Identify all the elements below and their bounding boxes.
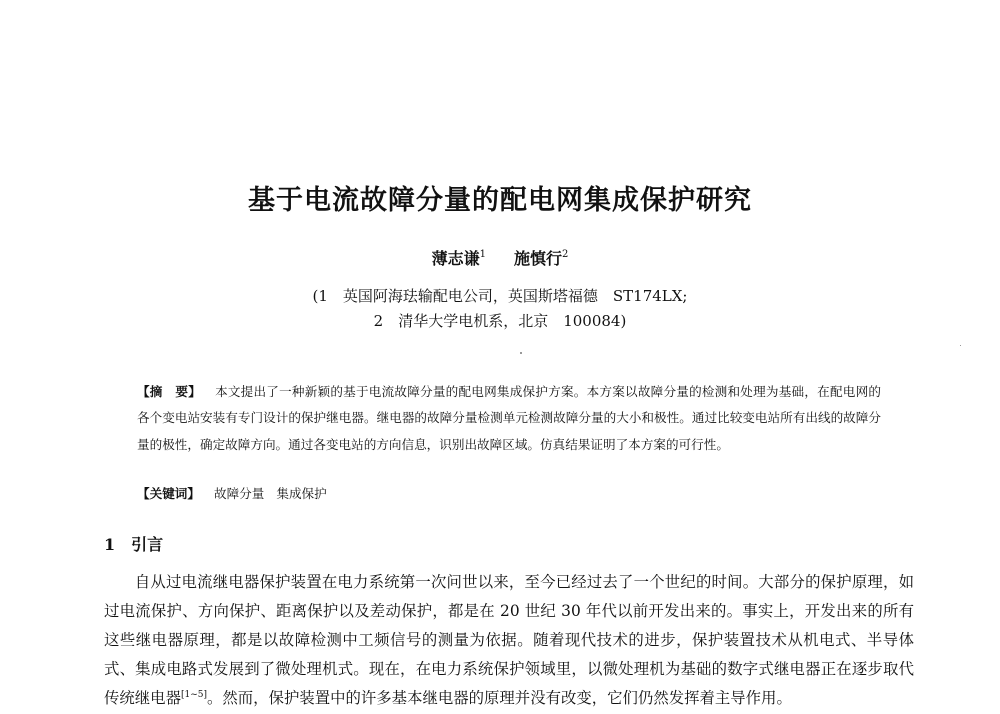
scan-speck <box>520 352 522 354</box>
paper-title: 基于电流故障分量的配电网集成保护研究 <box>248 185 752 216</box>
keyword: 故障分量 <box>213 486 265 501</box>
keywords <box>137 483 339 502</box>
keywords-label: 【关键词】 <box>137 486 200 501</box>
author-affiliation-mark: 2 <box>562 249 569 260</box>
author-affiliation-mark: 1 <box>479 249 486 260</box>
affiliation-line: 2 清华大学电机系，北京 100084) <box>373 312 627 330</box>
author-name: 薄志谦 <box>431 249 480 268</box>
abstract-label: 【摘 要】 <box>137 384 202 399</box>
body-paragraph <box>104 568 914 713</box>
abstract <box>137 379 881 458</box>
body-text: 。然而，保护装置中的许多基本继电器的原理并没有改变，它们仍然发挥着主导作用。 <box>206 689 792 707</box>
author-line <box>0 246 1000 269</box>
citation-ref: [1~5] <box>180 690 207 700</box>
scan-speck <box>960 345 961 346</box>
abstract-text: 本文提出了一种新颖的基于电流故障分量的配电网集成保护方案。本方案以故障分量的检测和处理为基础，在配电网的各个变电站安装有专门设计的保护继电器。继电器的故障分量检测单元检测故障分量的大小和极性。通过比较变电站所有出线的故障分量的极性，确定故障方向。通过各变电站的方向信息，识别出故障区域。仿真结果证明了本方案的可行性。 <box>137 384 882 452</box>
section-number: 1 <box>104 535 116 554</box>
section-heading <box>104 532 163 555</box>
section-title: 引言 <box>131 535 164 554</box>
author-name: 施慎行 <box>514 249 563 268</box>
affiliation-line: (1 英国阿海珐输配电公司，英国斯塔福德 ST174LX; <box>312 287 688 305</box>
body-text: 自从过电流继电器保护装置在电力系统第一次问世以来，至今已经过去了一个世纪的时间。大部分的保护原理，如过电流保护、方向保护、距离保护以及差动保护，都是在 20 世纪 30 年代以前开发出来的。事实上，开发出来的所有这些继电器原理，都是以故障检测中工频信号的测量为依据。随着现代技术的进步，保护装置技术从机电式、半导体式、集成电路式发展到了微处理机式。现在，在电力系统保护领域里，以微处理机为基础的数字式继电器正在逐步取代传统继电器 <box>104 573 914 707</box>
keyword: 集成保护 <box>276 486 327 501</box>
